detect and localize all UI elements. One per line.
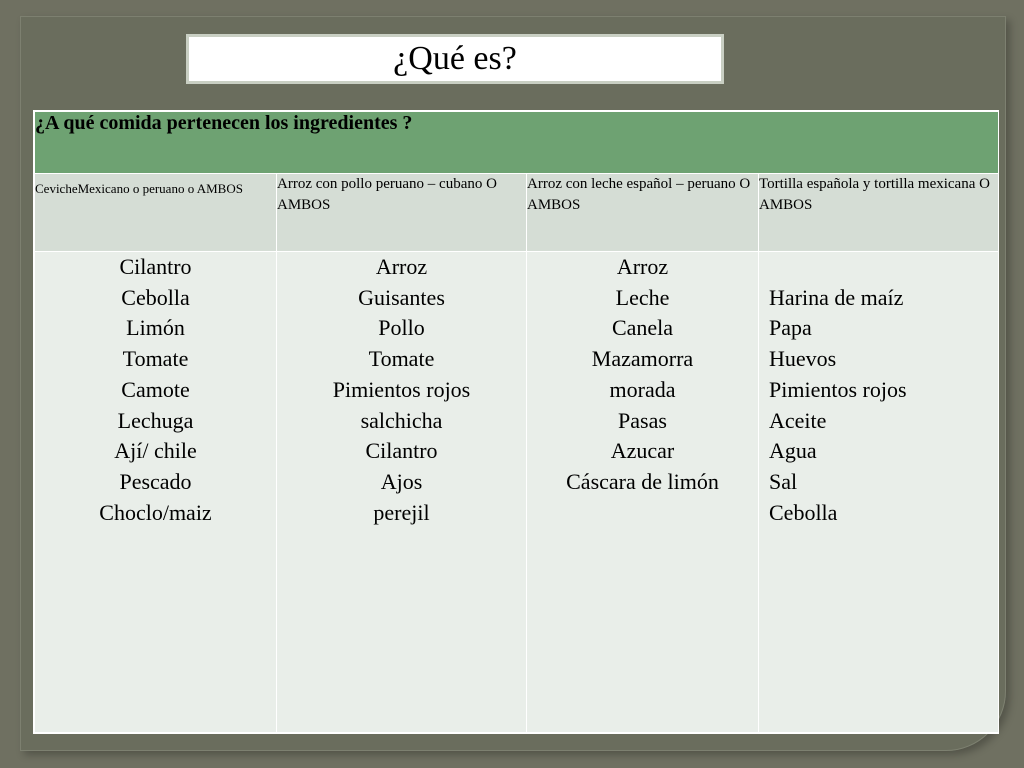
ingredients-table [34, 111, 999, 733]
ingredient-item: Canela [611, 315, 674, 341]
ingredient-item: Pollo [378, 315, 425, 341]
ingredient-item: Papa [769, 315, 812, 341]
ingredient-item: Cebolla [121, 284, 190, 310]
ingredient-item: Lechuga [117, 407, 194, 433]
ingredient-item: Ajos [380, 468, 423, 494]
ingredient-item: Arroz [375, 254, 428, 279]
ingredient-item: Limón [126, 315, 185, 341]
ingredient-item: Camote [121, 376, 190, 402]
ingredient-item: Cáscara de limón [566, 468, 719, 494]
ingredient-item: Huevos [769, 346, 837, 372]
ingredient-item: Agua [769, 438, 817, 464]
table-header-row [35, 112, 999, 174]
ingredient-item: Azucar [610, 438, 675, 464]
ingredient-item: perejil [373, 499, 430, 525]
ingredient-item: Sal [769, 468, 798, 494]
ingredients-cell-tortilla [759, 252, 999, 733]
column-header-ceviche: CevicheMexicano o peruano o AMBOS [35, 174, 277, 252]
ingredients-cell-arroz-con-pollo [277, 252, 527, 733]
ingredients-cell-arroz-con-leche [527, 252, 759, 733]
ingredient-item: Choclo/maiz [99, 499, 212, 525]
column-header-arroz-con-pollo: Arroz con pollo peruano – cubano O AMBOS [277, 174, 527, 252]
ingredients-table-container [33, 110, 999, 734]
ingredient-item: Aceite [769, 407, 827, 433]
column-header-arroz-con-leche: Arroz con leche español – peruano O AMBOS [527, 174, 759, 252]
title-box [186, 34, 724, 84]
table-subheader-row [35, 174, 999, 252]
ingredient-item: Tomate [368, 346, 435, 372]
ingredient-item: Harina de maíz [769, 284, 904, 310]
ingredient-item: Guisantes [358, 284, 445, 310]
ingredient-item: Cilantro [365, 438, 438, 464]
ingredient-item: Pimientos rojos [332, 376, 471, 402]
column-header-tortilla: Tortilla española y tortilla mexicana O AMBOS [759, 174, 999, 252]
ingredient-item: Arroz [616, 254, 669, 279]
blank-line [769, 252, 998, 283]
ingredient-item: morada [609, 376, 676, 402]
ingredient-item: Pimientos rojos [769, 376, 907, 402]
ingredient-item: Cilantro [119, 254, 192, 279]
ingredient-item: Cebolla [769, 499, 838, 525]
table-question: ¿A qué comida pertenecen los ingredientes ? [35, 112, 999, 174]
slide-title: ¿Qué es? [393, 40, 517, 77]
ingredient-item: Ají/ chile [114, 438, 197, 464]
ingredient-item: Pasas [618, 407, 667, 433]
ingredient-item: Pescado [119, 468, 192, 494]
ingredient-item: Mazamorra [591, 346, 694, 372]
table-body-row [35, 252, 999, 733]
ingredient-item: Tomate [122, 346, 189, 372]
ingredient-item: salchicha [360, 407, 443, 433]
ingredients-cell-ceviche [35, 252, 277, 733]
ingredient-item: Leche [615, 284, 670, 310]
